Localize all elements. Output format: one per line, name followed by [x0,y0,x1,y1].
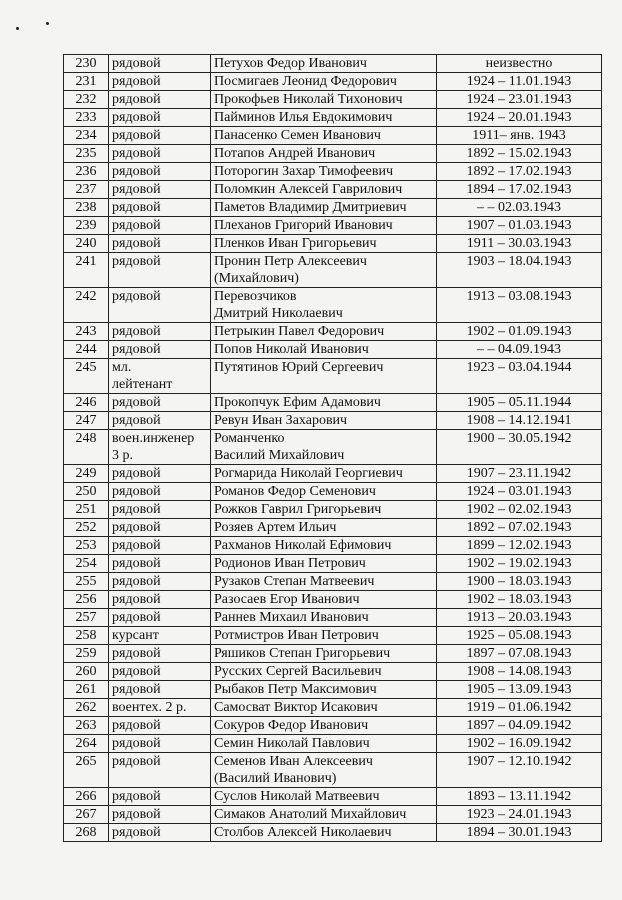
name-cell: Пайминов Илья Евдокимович [211,109,437,127]
table-row [64,483,602,501]
dates-cell: 1902 – 18.03.1943 [437,591,602,609]
name-cell: Суслов Николай Матвеевич [211,788,437,806]
row-number: 237 [64,181,109,199]
dates-cell: 1900 – 30.05.1942 [437,430,602,465]
table-row [64,163,602,181]
row-number: 245 [64,359,109,394]
rank-cell: рядовой [109,591,211,609]
name-cell: Потапов Андрей Иванович [211,145,437,163]
rank-cell: рядовой [109,609,211,627]
name-cell: Пленков Иван Григорьевич [211,235,437,253]
rank-cell: воен.инженер 3 р. [109,430,211,465]
name-cell: Русских Сергей Васильевич [211,663,437,681]
table-row [64,359,602,394]
table-row [64,253,602,288]
name-cell: Рахманов Николай Ефимович [211,537,437,555]
dates-cell: 1908 – 14.12.1941 [437,412,602,430]
row-number: 259 [64,645,109,663]
dates-cell: 1902 – 16.09.1942 [437,735,602,753]
rank-cell: рядовой [109,788,211,806]
table-row [64,788,602,806]
table-row [64,288,602,323]
name-cell: Панасенко Семен Иванович [211,127,437,145]
dates-cell: 1924 – 03.01.1943 [437,483,602,501]
name-cell: Петрыкин Павел Федорович [211,323,437,341]
row-number: 243 [64,323,109,341]
dates-cell: 1892 – 07.02.1943 [437,519,602,537]
name-cell: Рожков Гаврил Григорьевич [211,501,437,519]
row-number: 232 [64,91,109,109]
table-row [64,73,602,91]
row-number: 257 [64,609,109,627]
dates-cell: 1924 – 20.01.1943 [437,109,602,127]
dates-cell: 1913 – 03.08.1943 [437,288,602,323]
scan-speck [46,22,49,25]
table-row [64,735,602,753]
rank-cell: рядовой [109,341,211,359]
row-number: 264 [64,735,109,753]
table-row [64,609,602,627]
name-cell: Посмигаев Леонид Федорович [211,73,437,91]
name-cell: Раннев Михаил Иванович [211,609,437,627]
rank-cell: рядовой [109,181,211,199]
table-row [64,501,602,519]
rank-cell: рядовой [109,109,211,127]
rank-cell: рядовой [109,537,211,555]
row-number: 248 [64,430,109,465]
row-number: 250 [64,483,109,501]
rank-cell: рядовой [109,555,211,573]
table-row [64,91,602,109]
rank-cell: рядовой [109,253,211,288]
name-cell: Столбов Алексей Николаевич [211,824,437,842]
rank-cell: рядовой [109,288,211,323]
rank-cell: рядовой [109,127,211,145]
dates-cell: 1907 – 12.10.1942 [437,753,602,788]
name-cell: Рузаков Степан Матвеевич [211,573,437,591]
table-row [64,341,602,359]
name-cell: Поломкин Алексей Гаврилович [211,181,437,199]
table-row [64,235,602,253]
row-number: 238 [64,199,109,217]
table-row [64,55,602,73]
rank-cell: рядовой [109,163,211,181]
row-number: 231 [64,73,109,91]
name-cell: Поторогин Захар Тимофеевич [211,163,437,181]
table-row [64,217,602,235]
name-cell: Плеханов Григорий Иванович [211,217,437,235]
row-number: 251 [64,501,109,519]
rank-cell: рядовой [109,681,211,699]
name-cell: Ротмистров Иван Петрович [211,627,437,645]
name-cell: Паметов Владимир Дмитриевич [211,199,437,217]
rank-cell: рядовой [109,235,211,253]
dates-cell: 1900 – 18.03.1943 [437,573,602,591]
table-row [64,824,602,842]
name-cell: Семенов Иван Алексеевич (Василий Иванович) [211,753,437,788]
row-number: 260 [64,663,109,681]
dates-cell: 1919 – 01.06.1942 [437,699,602,717]
dates-cell: 1907 – 23.11.1942 [437,465,602,483]
dates-cell: 1897 – 04.09.1942 [437,717,602,735]
name-cell: Романов Федор Семенович [211,483,437,501]
name-cell: Прокофьев Николай Тихонович [211,91,437,109]
soldiers-table [63,54,602,842]
row-number: 262 [64,699,109,717]
name-cell: Родионов Иван Петрович [211,555,437,573]
name-cell: Симаков Анатолий Михайлович [211,806,437,824]
table-row [64,753,602,788]
rank-cell: рядовой [109,717,211,735]
dates-cell: – – 02.03.1943 [437,199,602,217]
table-row [64,537,602,555]
dates-cell: 1897 – 07.08.1943 [437,645,602,663]
rank-cell: рядовой [109,91,211,109]
table-row [64,145,602,163]
row-number: 254 [64,555,109,573]
table-row [64,394,602,412]
dates-cell: 1923 – 03.04.1944 [437,359,602,394]
dates-cell: 1903 – 18.04.1943 [437,253,602,288]
dates-cell: 1902 – 01.09.1943 [437,323,602,341]
dates-cell: 1907 – 01.03.1943 [437,217,602,235]
name-cell: Романченко Василий Михайлович [211,430,437,465]
name-cell: Попов Николай Иванович [211,341,437,359]
row-number: 233 [64,109,109,127]
rank-cell: рядовой [109,806,211,824]
rank-cell: рядовой [109,501,211,519]
row-number: 258 [64,627,109,645]
table-row [64,806,602,824]
table-row [64,199,602,217]
name-cell: Разосаев Егор Иванович [211,591,437,609]
dates-cell: 1893 – 13.11.1942 [437,788,602,806]
dates-cell: – – 04.09.1943 [437,341,602,359]
name-cell: Самосват Виктор Исакович [211,699,437,717]
row-number: 247 [64,412,109,430]
dates-cell: 1902 – 02.02.1943 [437,501,602,519]
row-number: 261 [64,681,109,699]
rank-cell: рядовой [109,645,211,663]
row-number: 266 [64,788,109,806]
dates-cell: 1923 – 24.01.1943 [437,806,602,824]
dates-cell: 1905 – 13.09.1943 [437,681,602,699]
dates-cell: 1894 – 30.01.1943 [437,824,602,842]
row-number: 267 [64,806,109,824]
dates-cell: 1911 – 30.03.1943 [437,235,602,253]
table-row [64,555,602,573]
rank-cell: рядовой [109,199,211,217]
row-number: 265 [64,753,109,788]
dates-cell: 1908 – 14.08.1943 [437,663,602,681]
table-row [64,699,602,717]
name-cell: Перевозчиков Дмитрий Николаевич [211,288,437,323]
table-row [64,717,602,735]
dates-cell: 1913 – 20.03.1943 [437,609,602,627]
rank-cell: рядовой [109,465,211,483]
rank-cell: рядовой [109,824,211,842]
row-number: 268 [64,824,109,842]
dates-cell: неизвестно [437,55,602,73]
row-number: 249 [64,465,109,483]
scan-speck [16,27,19,30]
dates-cell: 1892 – 17.02.1943 [437,163,602,181]
row-number: 242 [64,288,109,323]
rank-cell: рядовой [109,483,211,501]
name-cell: Петухов Федор Иванович [211,55,437,73]
name-cell: Рыбаков Петр Максимович [211,681,437,699]
table-row [64,591,602,609]
name-cell: Розяев Артем Ильич [211,519,437,537]
dates-cell: 1924 – 23.01.1943 [437,91,602,109]
rank-cell: рядовой [109,55,211,73]
table-row [64,109,602,127]
dates-cell: 1925 – 05.08.1943 [437,627,602,645]
name-cell: Ревун Иван Захарович [211,412,437,430]
name-cell: Рогмарида Николай Георгиевич [211,465,437,483]
name-cell: Сокуров Федор Иванович [211,717,437,735]
rank-cell: рядовой [109,323,211,341]
table-row [64,573,602,591]
dates-cell: 1902 – 19.02.1943 [437,555,602,573]
table-row [64,519,602,537]
table-row [64,323,602,341]
rank-cell: рядовой [109,573,211,591]
dates-cell: 1892 – 15.02.1943 [437,145,602,163]
table-row [64,465,602,483]
row-number: 235 [64,145,109,163]
name-cell: Семин Николай Павлович [211,735,437,753]
row-number: 236 [64,163,109,181]
row-number: 241 [64,253,109,288]
rank-cell: рядовой [109,753,211,788]
table-body [64,55,602,842]
rank-cell: рядовой [109,145,211,163]
row-number: 244 [64,341,109,359]
name-cell: Прокопчук Ефим Адамович [211,394,437,412]
table-row [64,681,602,699]
rank-cell: воентех. 2 р. [109,699,211,717]
table-row [64,663,602,681]
row-number: 252 [64,519,109,537]
dates-cell: 1924 – 11.01.1943 [437,73,602,91]
rank-cell: рядовой [109,412,211,430]
rank-cell: рядовой [109,394,211,412]
table-row [64,181,602,199]
rank-cell: рядовой [109,73,211,91]
row-number: 240 [64,235,109,253]
row-number: 234 [64,127,109,145]
table-row [64,430,602,465]
name-cell: Путятинов Юрий Сергеевич [211,359,437,394]
row-number: 255 [64,573,109,591]
dates-cell: 1899 – 12.02.1943 [437,537,602,555]
row-number: 246 [64,394,109,412]
dates-cell: 1905 – 05.11.1944 [437,394,602,412]
row-number: 263 [64,717,109,735]
row-number: 253 [64,537,109,555]
rank-cell: мл. лейтенант [109,359,211,394]
row-number: 239 [64,217,109,235]
rank-cell: рядовой [109,735,211,753]
rank-cell: рядовой [109,663,211,681]
table-row [64,412,602,430]
name-cell: Пронин Петр Алексеевич (Михайлович) [211,253,437,288]
dates-cell: 1911– янв. 1943 [437,127,602,145]
row-number: 256 [64,591,109,609]
table-row [64,645,602,663]
row-number: 230 [64,55,109,73]
rank-cell: курсант [109,627,211,645]
table-row [64,627,602,645]
name-cell: Ряшиков Степан Григорьевич [211,645,437,663]
table-row [64,127,602,145]
rank-cell: рядовой [109,217,211,235]
dates-cell: 1894 – 17.02.1943 [437,181,602,199]
rank-cell: рядовой [109,519,211,537]
